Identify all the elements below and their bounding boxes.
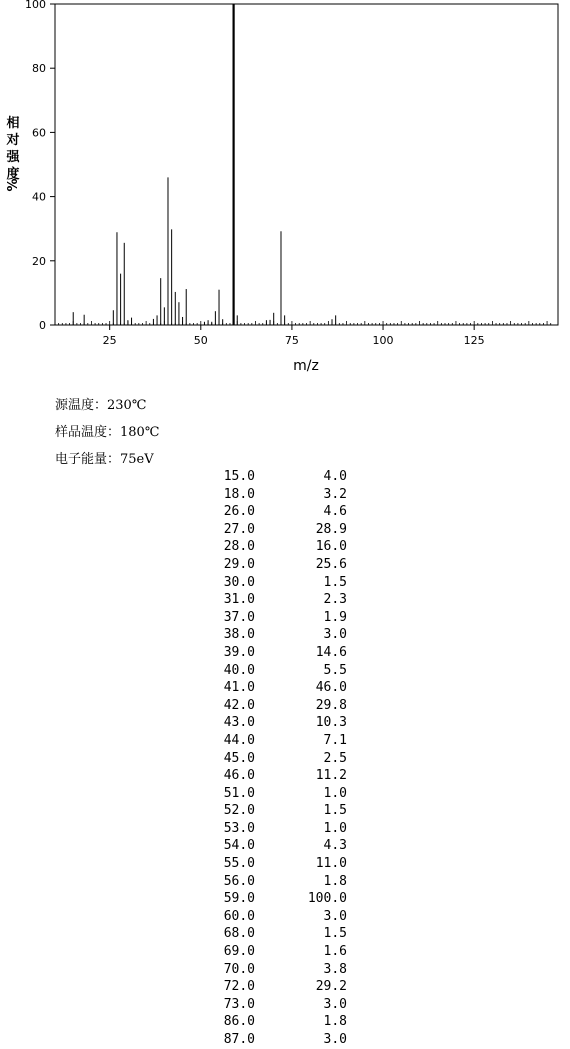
y-tick-label: 100 <box>25 0 46 11</box>
peak-table-row <box>200 556 370 574</box>
peak-abundance: 3.0 <box>323 1032 347 1047</box>
peak-mz: 87.0 <box>223 1032 255 1047</box>
peak-bars <box>73 4 335 325</box>
peak-table-row <box>200 767 370 785</box>
peak-table-row <box>200 591 370 609</box>
peak-mz: 60.0 <box>223 908 255 924</box>
peak-table-row <box>200 644 370 662</box>
y-tick-label: 60 <box>32 126 46 140</box>
peak-mz: 26.0 <box>223 504 255 520</box>
peak-mz: 69.0 <box>223 944 255 960</box>
peak-mz: 53.0 <box>223 820 255 836</box>
peak-mz: 44.0 <box>223 732 255 748</box>
peak-mz: 38.0 <box>223 627 255 643</box>
peak-abundance: 100.0 <box>307 891 347 907</box>
peak-mz: 37.0 <box>223 609 255 625</box>
peak-mz: 30.0 <box>223 574 255 590</box>
peak-mz: 43.0 <box>223 715 255 731</box>
peak-mz: 15.0 <box>223 469 255 484</box>
peak-mz: 56.0 <box>223 873 255 889</box>
y-tick-label: 80 <box>32 62 46 76</box>
peak-table-row <box>200 679 370 697</box>
peak-abundance: 28.9 <box>315 521 347 537</box>
peak-table-row <box>200 943 370 961</box>
mass-spectrum-chart <box>0 0 570 390</box>
y-axis-unit: % <box>6 178 21 192</box>
peak-table <box>200 468 370 1049</box>
peak-table-row <box>200 1031 370 1049</box>
peak-table-row <box>200 609 370 627</box>
peak-table-row <box>200 890 370 908</box>
peak-table-row <box>200 925 370 943</box>
peak-abundance: 3.2 <box>323 486 347 502</box>
peak-table-row <box>200 961 370 979</box>
y-axis-label-text <box>5 115 20 182</box>
peak-mz: 31.0 <box>223 592 255 608</box>
peak-abundance: 2.5 <box>323 750 347 766</box>
peak-abundance: 29.2 <box>315 979 347 995</box>
peak-abundance: 1.5 <box>323 926 347 942</box>
peak-abundance: 16.0 <box>315 539 347 555</box>
peak-abundance: 3.0 <box>323 627 347 643</box>
peak-table-row <box>200 802 370 820</box>
y-axis-label-char: 对 <box>6 133 20 148</box>
peak-mz: 73.0 <box>223 996 255 1012</box>
peak-table-row <box>200 855 370 873</box>
peak-mz: 46.0 <box>223 768 255 784</box>
peak-table-row <box>200 732 370 750</box>
x-tick-label: 50 <box>193 334 208 347</box>
x-tick-label: 125 <box>463 334 485 347</box>
peak-table-row <box>200 468 370 486</box>
peak-table-row <box>200 1013 370 1031</box>
y-tick-label: 20 <box>32 254 46 268</box>
peak-mz: 40.0 <box>223 662 255 678</box>
peak-mz: 70.0 <box>223 961 255 977</box>
peak-table-row <box>200 714 370 732</box>
y-tick-label: 0 <box>39 319 46 332</box>
x-tick-label: 25 <box>102 334 117 347</box>
peak-table-row <box>200 538 370 556</box>
peak-mz: 45.0 <box>223 750 255 766</box>
peak-abundance: 10.3 <box>315 715 347 731</box>
peak-mz: 55.0 <box>223 856 255 872</box>
peak-mz: 41.0 <box>223 680 255 696</box>
peak-table-row <box>200 503 370 521</box>
plot-frame <box>55 4 558 325</box>
peak-abundance: 29.8 <box>315 697 347 713</box>
peak-table-row <box>200 521 370 539</box>
peak-mz: 54.0 <box>223 838 255 854</box>
peak-mz: 72.0 <box>223 979 255 995</box>
y-axis-label-char: 相 <box>6 116 20 131</box>
peak-abundance: 25.6 <box>315 556 347 572</box>
y-tick-label: 40 <box>32 190 46 204</box>
peak-abundance: 1.8 <box>323 1014 347 1030</box>
peak-abundance: 1.9 <box>323 609 347 625</box>
peak-abundance: 1.6 <box>323 944 347 960</box>
x-axis-ticks <box>103 325 485 347</box>
peak-abundance: 14.6 <box>315 644 347 660</box>
peak-abundance: 5.5 <box>323 662 347 678</box>
peak-table-row <box>200 662 370 680</box>
x-tick-label: 100 <box>372 334 394 347</box>
peak-abundance: 1.5 <box>323 803 347 819</box>
peak-abundance: 1.0 <box>323 785 347 801</box>
x-axis-label: m/z <box>293 358 319 374</box>
peak-abundance: 2.3 <box>323 592 347 608</box>
peak-mz: 59.0 <box>223 891 255 907</box>
peak-mz: 29.0 <box>223 556 255 572</box>
sample-temperature: 样品温度：180℃ <box>55 425 160 440</box>
peak-mz: 52.0 <box>223 803 255 819</box>
peak-table-row <box>200 873 370 891</box>
source-temperature: 源温度：230℃ <box>55 398 147 413</box>
peak-abundance: 3.8 <box>323 961 347 977</box>
electron-energy: 电子能量：75eV <box>55 452 154 467</box>
peak-table-row <box>200 697 370 715</box>
peak-mz: 18.0 <box>223 486 255 502</box>
peak-abundance: 3.0 <box>323 996 347 1012</box>
peak-table-row <box>200 978 370 996</box>
peak-abundance: 1.5 <box>323 574 347 590</box>
peak-abundance: 1.0 <box>323 820 347 836</box>
y-axis-label <box>5 115 21 192</box>
y-axis-ticks <box>25 0 55 332</box>
peak-table-row <box>200 574 370 592</box>
peak-abundance: 1.8 <box>323 873 347 889</box>
x-minor-ticks <box>59 321 551 325</box>
peak-mz: 51.0 <box>223 785 255 801</box>
peak-mz: 39.0 <box>223 644 255 660</box>
peak-table-row <box>200 785 370 803</box>
peak-abundance: 11.2 <box>315 768 347 784</box>
peak-table-row <box>200 626 370 644</box>
peak-abundance: 4.0 <box>323 469 347 484</box>
peak-abundance: 4.3 <box>323 838 347 854</box>
x-tick-label: 75 <box>284 334 299 347</box>
peak-table-row <box>200 908 370 926</box>
peak-abundance: 4.6 <box>323 504 347 520</box>
peak-mz: 28.0 <box>223 539 255 555</box>
peak-table-row <box>200 837 370 855</box>
peak-abundance: 3.0 <box>323 908 347 924</box>
peak-mz: 42.0 <box>223 697 255 713</box>
peak-mz: 68.0 <box>223 926 255 942</box>
peak-mz: 86.0 <box>223 1014 255 1030</box>
peak-table-row <box>200 820 370 838</box>
y-axis-label-char: 度 <box>6 167 20 182</box>
peak-table-row <box>200 486 370 504</box>
y-axis-label-char: 强 <box>6 150 20 165</box>
peak-abundance: 7.1 <box>323 732 347 748</box>
peak-mz: 27.0 <box>223 521 255 537</box>
peak-abundance: 46.0 <box>315 680 347 696</box>
peak-table-row <box>200 750 370 768</box>
peak-abundance: 11.0 <box>315 856 347 872</box>
peak-table-row <box>200 996 370 1014</box>
